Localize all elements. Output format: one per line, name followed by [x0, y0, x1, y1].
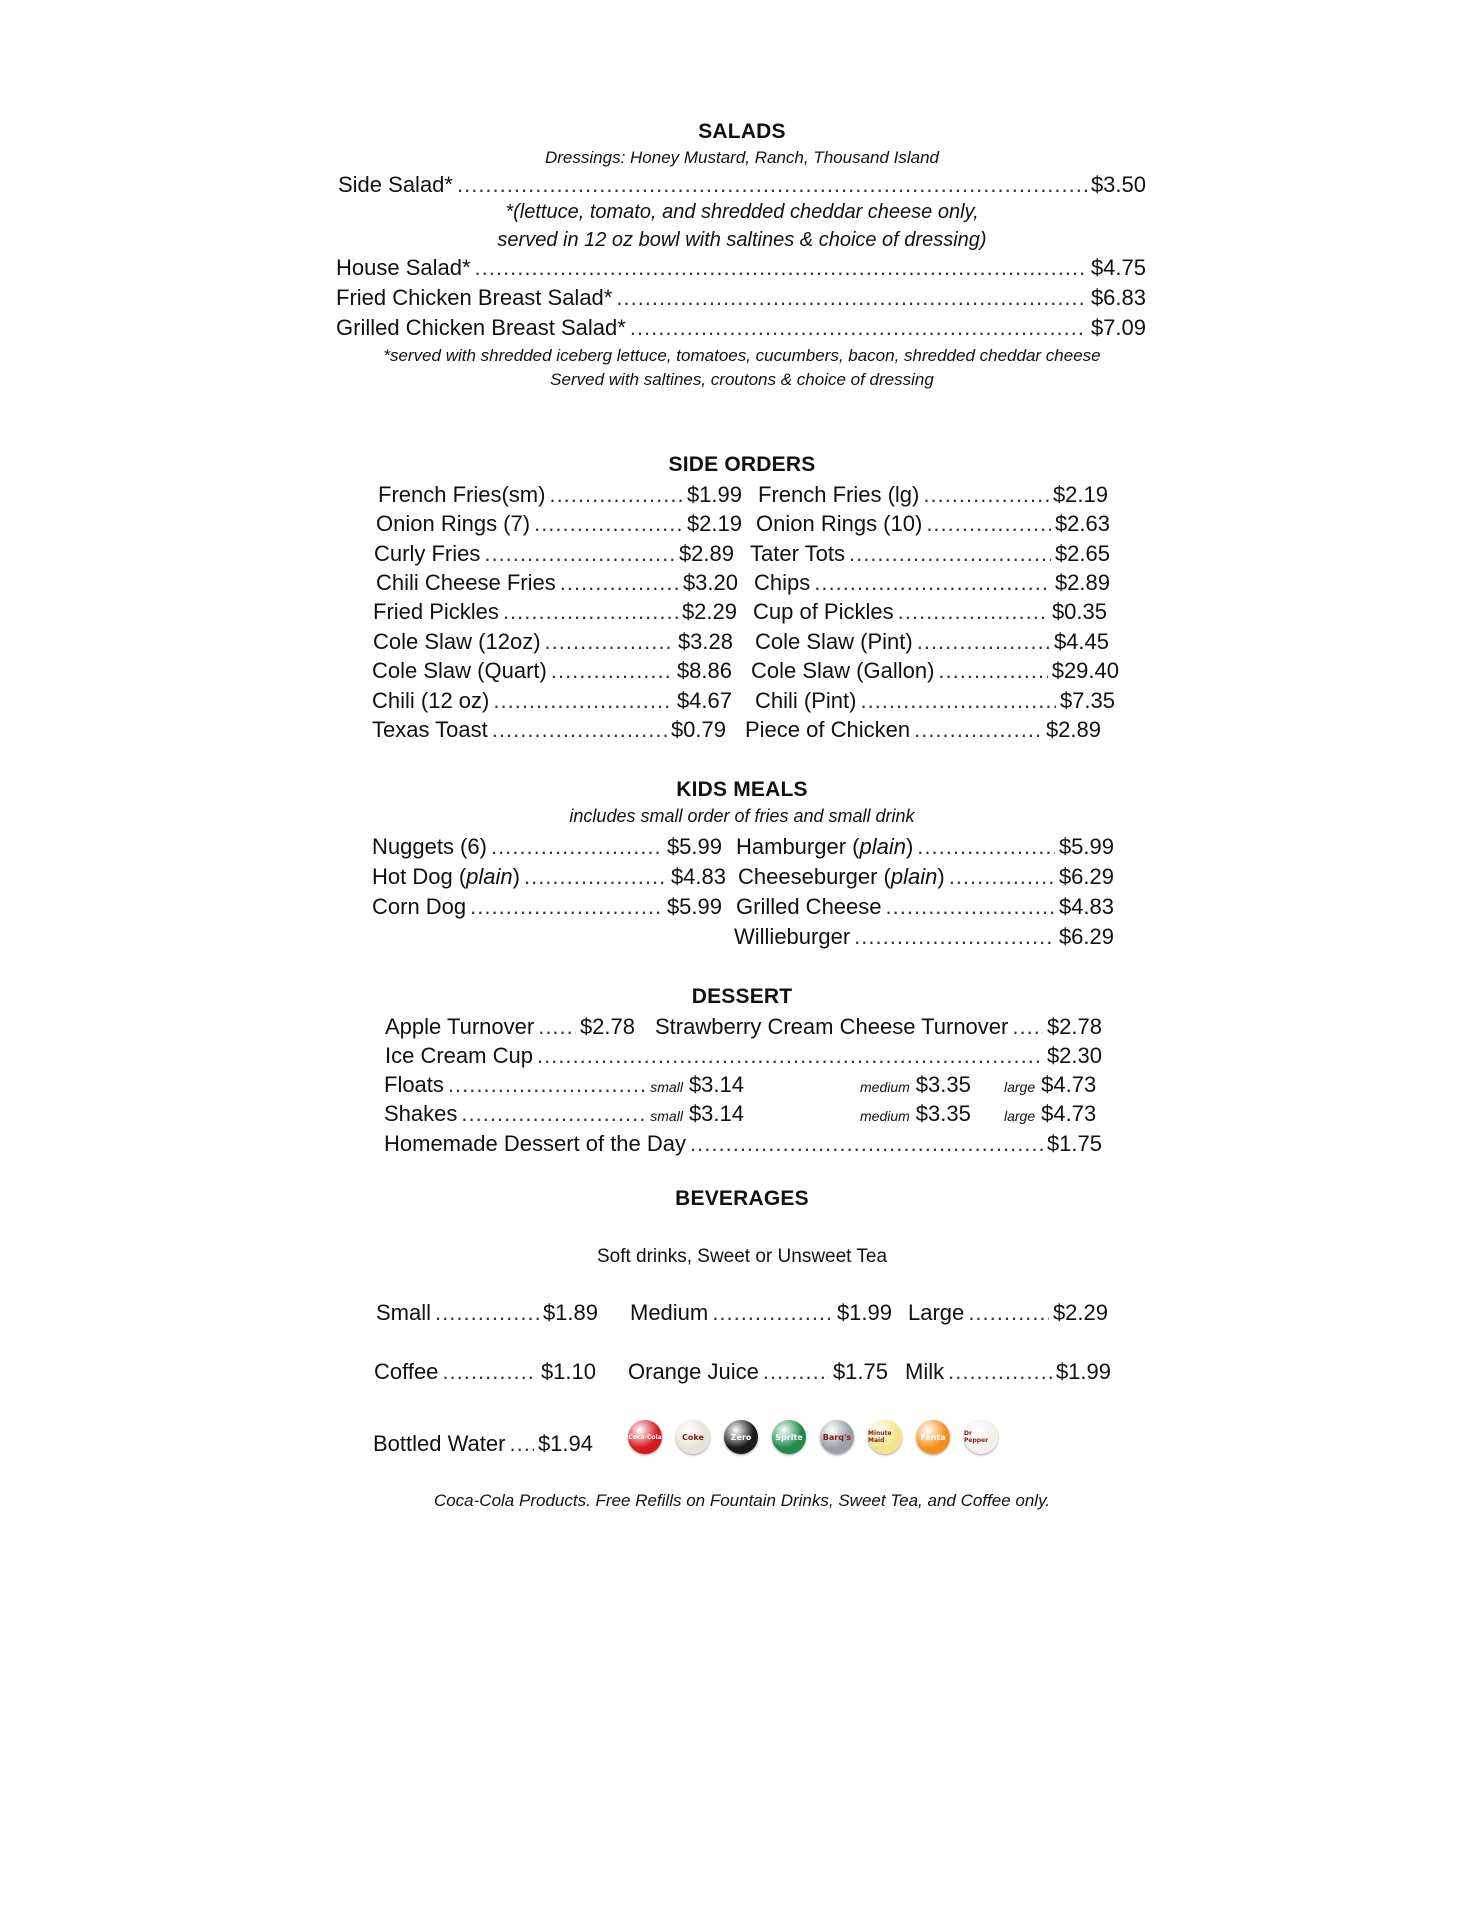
item-price: $5.99 — [666, 834, 722, 859]
item-price: $2.30 — [1046, 1043, 1102, 1068]
minute-maid-logo — [868, 1420, 902, 1454]
leader-dots — [968, 1300, 1049, 1326]
side-item — [376, 570, 738, 596]
apple-turnover-row — [385, 1014, 635, 1040]
leader-dots — [860, 688, 1055, 714]
item-label: Cole Slaw (Pint) — [755, 629, 913, 654]
price-small: $3.14 — [688, 1072, 744, 1097]
item-label: House Salad* — [336, 255, 471, 280]
plain-note: plain — [859, 834, 906, 859]
kids-item — [736, 894, 1114, 920]
item-label: Hot Dog (plain) — [372, 864, 520, 889]
leader-dots — [630, 315, 1087, 341]
item-label: Texas Toast — [372, 717, 488, 742]
item-price: $1.75 — [1046, 1131, 1102, 1156]
label-text: Hot Dog — [372, 864, 459, 889]
item-price: $6.29 — [1058, 864, 1114, 889]
item-label: Small — [376, 1300, 432, 1325]
label-text: Hamburger — [736, 834, 853, 859]
house-salad-row — [336, 255, 1146, 281]
salad-footnote-1: *served with shredded iceberg lettuce, tomatoes, cucumbers, bacon, shredded cheddar cheese — [383, 346, 1101, 365]
item-price: $6.29 — [1058, 924, 1114, 949]
orange-juice-row — [628, 1359, 888, 1385]
leader-dots — [948, 1359, 1052, 1385]
item-label: Strawberry Cream Cheese Turnover — [655, 1014, 1009, 1039]
item-label: Chips — [754, 570, 811, 595]
logo-text: Zero — [730, 1432, 752, 1442]
item-label: Chili (12 oz) — [372, 688, 490, 713]
strawberry-turnover-row — [655, 1014, 1102, 1040]
item-label: Corn Dog — [372, 894, 467, 919]
leader-dots — [917, 629, 1050, 655]
salads-heading: SALADS — [698, 120, 786, 143]
floats-large — [1004, 1072, 1096, 1098]
item-label: Fried Chicken Breast Salad* — [336, 285, 613, 310]
beverages-footer-note: Coca-Cola Products. Free Refills on Fountain Drinks, Sweet Tea, and Coffee only. — [433, 1491, 1051, 1510]
dessert-heading: DESSERT — [691, 985, 793, 1008]
leader-dots — [492, 717, 667, 743]
item-label: French Fries(sm) — [378, 482, 546, 507]
item-price: $8.86 — [676, 658, 732, 683]
price-large: $4.73 — [1041, 1072, 1097, 1097]
homemade-dessert-row — [384, 1131, 1102, 1157]
item-price — [650, 1072, 744, 1098]
dr-pepper-logo — [964, 1420, 998, 1454]
item-price: $0.35 — [1051, 599, 1107, 624]
item-price: $2.89 — [1054, 570, 1110, 595]
side-item — [751, 658, 1119, 684]
item-label: Large — [908, 1300, 965, 1325]
leader-dots — [949, 864, 1055, 890]
item-label: Onion Rings (10) — [756, 511, 923, 536]
side-item — [373, 599, 737, 625]
leader-dots — [470, 894, 663, 920]
leader-dots — [475, 255, 1087, 281]
leader-dots — [938, 658, 1047, 684]
kids-meals-heading: KIDS MEALS — [676, 778, 808, 801]
item-price: $2.65 — [1054, 541, 1110, 566]
logo-text: Coke — [682, 1432, 704, 1442]
side-item — [372, 717, 726, 743]
small-drink-row — [376, 1300, 598, 1326]
item-label: Chili Cheese Fries — [376, 570, 556, 595]
item-label: Cole Slaw (12oz) — [373, 629, 541, 654]
leader-dots — [917, 834, 1055, 860]
leader-dots — [923, 482, 1049, 508]
logo-text: Sprite — [775, 1432, 803, 1442]
item-price: $2.78 — [579, 1014, 635, 1039]
price-medium: $3.35 — [915, 1101, 971, 1126]
leader-dots — [491, 834, 663, 860]
leader-dots — [551, 658, 673, 684]
ice-cream-cup-row — [385, 1043, 1102, 1069]
item-label: Apple Turnover — [385, 1014, 535, 1039]
item-label: Ice Cream Cup — [385, 1043, 533, 1068]
item-label: Coffee — [374, 1359, 439, 1384]
item-price: $3.50 — [1090, 172, 1146, 197]
item-price: $5.99 — [666, 894, 722, 919]
item-label: Hamburger (plain) — [736, 834, 914, 859]
item-price: $2.89 — [1045, 717, 1101, 742]
kids-item — [736, 834, 1114, 860]
item-label: Cheeseburger (plain) — [738, 864, 945, 889]
logo-text: Coca-Cola — [628, 1433, 662, 1441]
side-item — [372, 688, 732, 714]
item-price: $2.29 — [1052, 1300, 1108, 1325]
item-label: Floats — [384, 1072, 444, 1097]
side-item — [750, 541, 1110, 567]
item-price: $1.10 — [540, 1359, 596, 1384]
side-item — [754, 570, 1110, 596]
leader-dots — [712, 1300, 833, 1326]
milk-row — [905, 1359, 1111, 1385]
sprite-logo — [772, 1420, 806, 1454]
item-label: Cup of Pickles — [753, 599, 894, 624]
leader-dots — [461, 1101, 646, 1127]
leader-dots — [448, 1072, 646, 1098]
size-large-label: large — [1004, 1079, 1036, 1095]
item-price: $2.19 — [686, 511, 742, 536]
item-price: $1.94 — [537, 1431, 593, 1456]
item-price: $3.20 — [682, 570, 738, 595]
leader-dots — [503, 599, 678, 625]
item-price: $6.83 — [1090, 285, 1146, 310]
leader-dots — [1012, 1014, 1043, 1040]
salad-footnote-2: Served with saltines, croutons & choice of dressing — [550, 370, 934, 389]
large-drink-row — [908, 1300, 1108, 1326]
item-label: Onion Rings (7) — [376, 511, 531, 536]
kids-item — [734, 924, 1114, 950]
side-item — [753, 599, 1107, 625]
item-price — [650, 1101, 744, 1127]
floats-row — [384, 1072, 744, 1098]
shakes-row — [384, 1101, 744, 1127]
leader-dots — [616, 285, 1087, 311]
leader-dots — [457, 172, 1087, 198]
diet-coke-logo — [676, 1420, 710, 1454]
item-price: $0.79 — [670, 717, 726, 742]
beverages-heading: BEVERAGES — [675, 1187, 809, 1210]
side-orders-heading: SIDE ORDERS — [668, 453, 816, 476]
side-item — [374, 541, 734, 567]
item-price: $3.28 — [677, 629, 733, 654]
label-text: Cheeseburger — [738, 864, 884, 889]
brand-logos — [628, 1420, 998, 1454]
item-price: $2.89 — [678, 541, 734, 566]
leader-dots — [442, 1359, 537, 1385]
size-medium-label: medium — [860, 1079, 910, 1095]
item-price: $4.83 — [1058, 894, 1114, 919]
barqs-logo — [820, 1420, 854, 1454]
side-item — [755, 688, 1115, 714]
price-small: $3.14 — [688, 1101, 744, 1126]
side-salad-note-2: served in 12 oz bowl with saltines & choice of dressing) — [497, 229, 987, 251]
leader-dots — [560, 570, 679, 596]
coke-zero-logo — [724, 1420, 758, 1454]
item-label: Medium — [630, 1300, 709, 1325]
item-label: Nuggets (6) — [372, 834, 487, 859]
size-small-label: small — [650, 1108, 683, 1124]
item-label: Side Salad* — [338, 172, 453, 197]
logo-text: Dr Pepper — [964, 1430, 989, 1444]
item-label: Grilled Cheese — [736, 894, 882, 919]
fanta-logo — [916, 1420, 950, 1454]
leader-dots — [524, 864, 667, 890]
item-price: $2.29 — [681, 599, 737, 624]
kids-item — [372, 864, 726, 890]
leader-dots — [534, 511, 683, 537]
leader-dots — [854, 924, 1055, 950]
item-label: Fried Pickles — [373, 599, 499, 624]
side-item — [373, 629, 733, 655]
item-label: Homemade Dessert of the Day — [384, 1131, 687, 1156]
leader-dots — [926, 511, 1051, 537]
item-label: Chili (Pint) — [755, 688, 857, 713]
dressings-note: Dressings: Honey Mustard, Ranch, Thousand Island — [544, 148, 940, 167]
kids-item — [372, 834, 722, 860]
item-label: Milk — [905, 1359, 945, 1384]
side-item — [755, 629, 1109, 655]
item-label: Tater Tots — [750, 541, 845, 566]
kids-item — [372, 894, 722, 920]
size-large-label: large — [1004, 1108, 1036, 1124]
leader-dots — [814, 570, 1051, 596]
leader-dots — [763, 1359, 829, 1385]
item-price: $4.45 — [1053, 629, 1109, 654]
plain-note: plain — [890, 864, 938, 889]
item-label: Shakes — [384, 1101, 458, 1126]
side-item — [745, 717, 1101, 743]
side-salad-row — [338, 172, 1146, 198]
side-item — [378, 482, 742, 508]
fried-chicken-salad-row — [336, 285, 1146, 311]
kids-item — [738, 864, 1114, 890]
logo-text: Fanta — [920, 1432, 946, 1442]
medium-drink-row — [630, 1300, 892, 1326]
logo-text: Minute Maid — [868, 1430, 892, 1444]
kids-meals-note: includes small order of fries and small drink — [569, 806, 915, 826]
grilled-chicken-salad-row — [336, 315, 1146, 341]
leader-dots — [690, 1131, 1043, 1157]
item-price: $7.09 — [1090, 315, 1146, 340]
price-large: $4.73 — [1041, 1101, 1097, 1126]
leader-dots — [898, 599, 1048, 625]
item-price: $7.35 — [1059, 688, 1115, 713]
size-small-label: small — [650, 1079, 683, 1095]
item-price: $1.75 — [832, 1359, 888, 1384]
item-label: Piece of Chicken — [745, 717, 911, 742]
item-label: French Fries (lg) — [758, 482, 920, 507]
leader-dots — [493, 688, 673, 714]
price-medium: $3.35 — [915, 1072, 971, 1097]
item-price: $4.83 — [670, 864, 726, 889]
item-label: Bottled Water — [373, 1431, 506, 1456]
shakes-large — [1004, 1101, 1096, 1127]
leader-dots — [914, 717, 1042, 743]
leader-dots — [849, 541, 1051, 567]
logo-text: Barq's — [822, 1432, 852, 1442]
leader-dots — [484, 541, 675, 567]
leader-dots — [435, 1300, 539, 1326]
item-price: $2.78 — [1046, 1014, 1102, 1039]
side-item — [758, 482, 1108, 508]
item-label: Grilled Chicken Breast Salad* — [336, 315, 626, 340]
leader-dots — [549, 482, 682, 508]
item-price: $4.67 — [676, 688, 732, 713]
side-item — [756, 511, 1110, 537]
leader-dots — [545, 629, 674, 655]
leader-dots — [509, 1431, 533, 1457]
item-price: $1.89 — [542, 1300, 598, 1325]
item-price: $2.19 — [1052, 482, 1108, 507]
plain-note: plain — [466, 864, 513, 889]
item-label: Cole Slaw (Gallon) — [751, 658, 935, 683]
floats-medium — [860, 1072, 971, 1098]
item-label: Cole Slaw (Quart) — [372, 658, 547, 683]
item-price: $1.99 — [836, 1300, 892, 1325]
shakes-medium — [860, 1101, 971, 1127]
leader-dots — [537, 1043, 1043, 1069]
leader-dots — [538, 1014, 576, 1040]
bottled-water-row — [373, 1431, 593, 1457]
side-salad-note-1: *(lettuce, tomato, and shredded cheddar cheese only, — [505, 201, 979, 223]
item-price: $2.63 — [1054, 511, 1110, 536]
item-price: $1.99 — [1055, 1359, 1111, 1384]
item-label: Willieburger — [734, 924, 851, 949]
item-price: $4.75 — [1090, 255, 1146, 280]
side-item — [372, 658, 732, 684]
coffee-row — [374, 1359, 596, 1385]
item-price: $1.99 — [686, 482, 742, 507]
item-price: $29.40 — [1051, 658, 1119, 683]
item-price: $5.99 — [1058, 834, 1114, 859]
leader-dots — [886, 894, 1055, 920]
side-item — [376, 511, 742, 537]
beverages-subtitle: Soft drinks, Sweet or Unsweet Tea — [596, 1246, 888, 1267]
item-label: Orange Juice — [628, 1359, 759, 1384]
size-medium-label: medium — [860, 1108, 910, 1124]
coca-cola-logo — [628, 1420, 662, 1454]
item-label: Curly Fries — [374, 541, 481, 566]
